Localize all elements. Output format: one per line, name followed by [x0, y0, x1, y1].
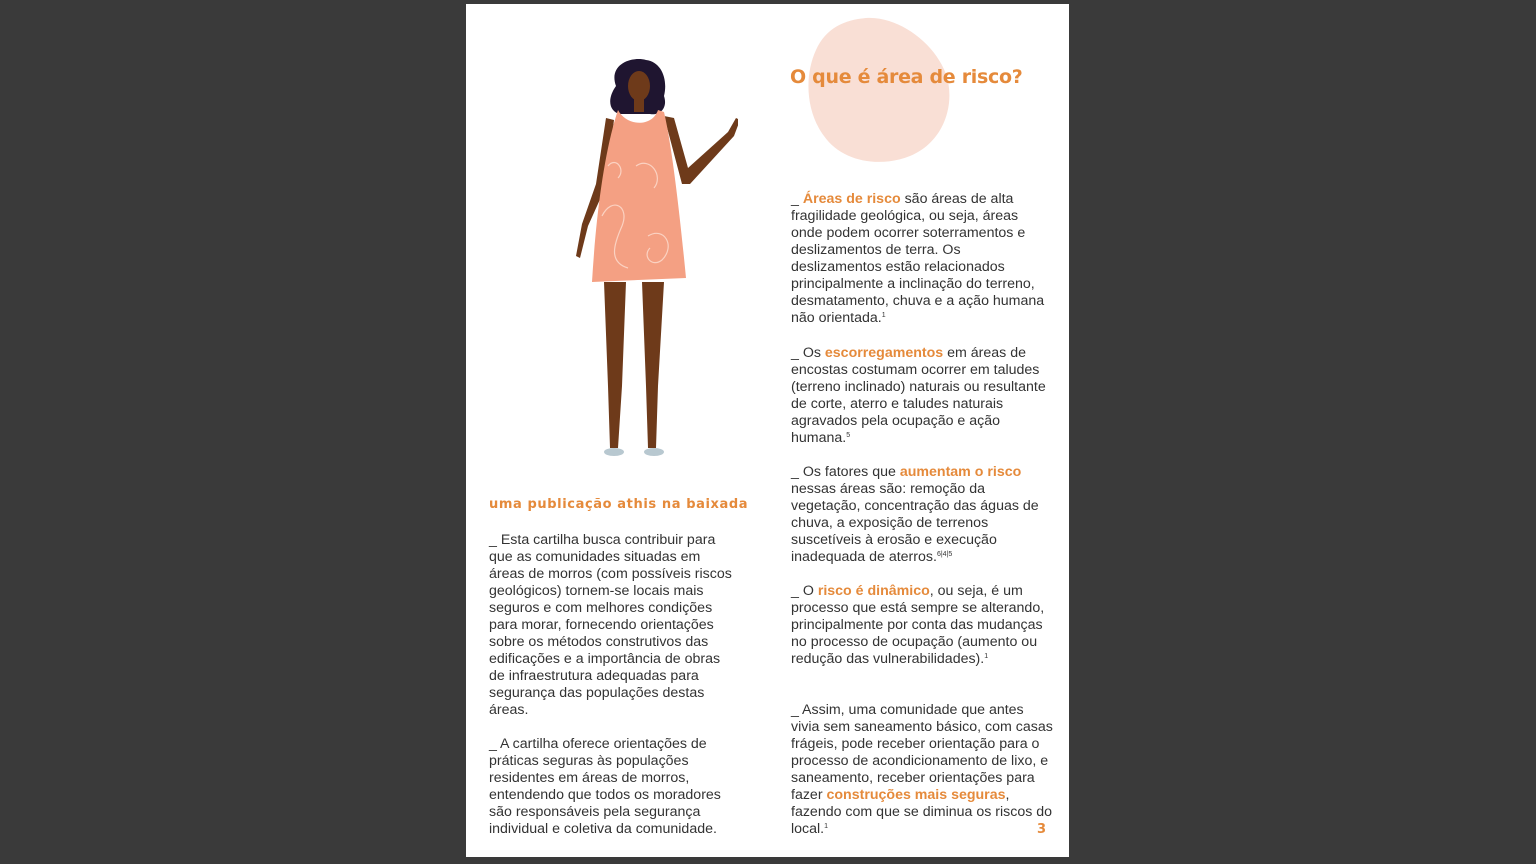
- right-paragraph: _ Os fatores que aumentam o risco nessas áreas são: remoção da vegetação, concentração das águas de chuva, a exposição de terrenos suscetíveis à erosão e execução inadequada de aterros.$^{6|4|5}$: [791, 464, 1039, 565]
- decorative-blob-shape: [806, 16, 952, 164]
- left-paragraph: _ Esta cartilha busca contribuir para que as comunidades situadas em áreas de morros (com possíveis riscos geológicos) tornem-se locais mais seguros e com melhores condições para morar, fornecendo orientações sobre os métodos construtivos das edificações e a importância de obras de infraestrutura adequadas para segurança das populações destas áreas.: [489, 532, 732, 718]
- page-number: 3: [1037, 822, 1047, 837]
- right-paragraph: _ O risco é dinâmico, ou seja, é um processo que está sempre se alterando, principalmente por conta das mudanças no processo de ocupação (aumento ou redução das vulnerabilidades).$^1$: [791, 583, 1045, 667]
- highlighted-term: escorregamentos: [824, 345, 944, 361]
- page-title: O que é área de risco?: [790, 66, 1023, 88]
- footnote-reference: 1: [881, 312, 886, 319]
- blob-path: [808, 18, 949, 162]
- right-paragraph: _ Assim, uma comunidade que antes vivia sem saneamento básico, com casas frágeis, pode receber orientação para o processo de acondicionamento de lixo, e saneamento, receber orientações para fazer construções mais seguras, fazendo com que se diminua os riscos do local.$^1$: [791, 702, 1053, 837]
- right-shoe-shape: [644, 448, 664, 456]
- left-shoe-shape: [604, 448, 624, 456]
- publication-subtitle: uma publicação athis na baixada: [489, 497, 749, 512]
- footnote-reference: 5: [846, 432, 851, 439]
- right-arm-shape: [664, 116, 738, 184]
- footnote-reference: 6|4|5: [936, 551, 953, 558]
- neck-shape: [634, 98, 644, 112]
- right-paragraph: _ Os escorregamentos em áreas de encostas costumam ocorrer em taludes (terreno inclinado) naturais ou resultante de corte, aterro e taludes naturais agravados pela ocupação e ação humana.$^5$: [791, 345, 1046, 446]
- footnote-reference: 1: [824, 823, 829, 830]
- highlighted-term: risco é dinâmico: [817, 583, 930, 599]
- left-leg-shape: [604, 282, 626, 448]
- woman-illustration: [538, 56, 738, 466]
- highlighted-term: aumentam o risco: [899, 464, 1022, 480]
- right-paragraph: _ Áreas de risco são áreas de alta fragilidade geológica, ou seja, áreas onde podem ocorrer soterramentos e deslizamentos de terra. Os deslizamentos estão relacionados principalmente a inclinação do terreno, desmatamento, chuva e a ação humana não orientada.$^1$: [791, 191, 1045, 326]
- right-leg-shape: [642, 282, 664, 448]
- face-shape: [628, 71, 650, 101]
- left-paragraph: _ A cartilha oferece orientações de práticas seguras às populações residentes em áreas de morros, entendendo que todos os moradores são responsáveis pela segurança individual e coletiva da comunidade.: [489, 736, 721, 837]
- document-page: [466, 4, 1069, 857]
- footnote-reference: 1: [984, 653, 989, 660]
- highlighted-term: construções mais seguras: [826, 787, 1006, 803]
- highlighted-term: Áreas de risco: [802, 191, 901, 207]
